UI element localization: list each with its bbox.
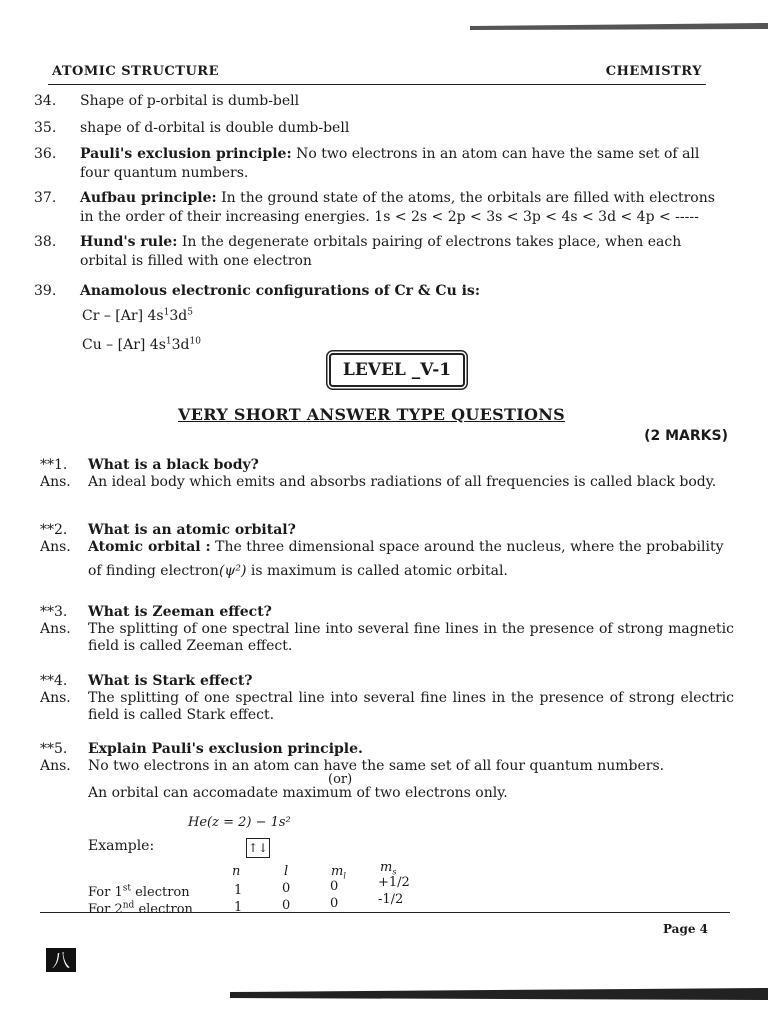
qn-cell: 0 [282,881,291,896]
question-label: **2. [40,522,68,538]
question-text: What is Zeeman effect? [88,604,272,620]
answer-text: The splitting of one spectral line into several fine lines in the presence of strong electric field is called Stark effect. [88,690,734,723]
point-text: Hund's rule: In the degenerate orbitals pairing of electrons takes place, when each orbital is filled with one electron [80,234,682,269]
marks-label: (2 MARKS) [644,428,728,444]
qn-row-label: For 1st electron [88,883,190,900]
answer-label: Ans. [40,758,71,774]
point-text: shape of d-orbital is double dumb-bell [80,120,350,136]
scan-edge-bottom [0,986,768,1002]
qn-cell: 0 [330,896,339,911]
orbital-box-paired-arrows: ↑↓ [246,838,270,858]
question-text: What is a black body? [88,457,259,473]
header-subject: CHEMISTRY [605,64,702,79]
question-text: Explain Pauli's exclusion principle. [88,741,363,757]
question-text: What is an atomic orbital? [88,522,296,538]
point-number: 35. [34,120,57,136]
point-number: 34. [34,93,57,109]
question-label: **3. [40,604,68,620]
answer-text: Atomic orbital : The three dimensional space around the nucleus, where the probability [88,539,724,555]
answer-label: Ans. [40,539,71,555]
point-number: 37. [34,190,57,206]
qn-cell: 0 [282,898,291,913]
helium-configuration: He(z = 2) − 1s² [188,815,291,830]
answer-text: No two electrons in an atom can have the same set of all four quantum numbers. [88,758,665,774]
qn-row-label: For 2nd electron [88,900,193,917]
example-label: Example: [88,838,155,854]
point-text: Aufbau principle: In the ground state of the atoms, the orbitals are filled with electrons in the order of their increasing energies. 1s < 2s < 2p < 3s < 3p < 4s < 3d < 4p < ----- [80,190,715,225]
qn-cell: 0 [330,879,339,894]
answer-text: The splitting of one spectral line into several fine lines in the presence of strong magnetic field is called Zeeman effect. [88,621,734,654]
qn-header-n: n [232,864,241,879]
answer-label: Ans. [40,690,71,706]
question-label: **4. [40,673,68,689]
point-text: Pauli's exclusion principle: No two electrons in an atom can have the same set of all four quantum numbers. [80,146,700,181]
qn-cell: +1/2 [378,875,410,890]
cr-configuration: Cr – [Ar] $4s^13d^5$ [82,307,193,324]
or-separator: (or) [328,772,353,787]
footer-divider [40,912,730,913]
point-number: 38. [34,234,57,250]
point-number: 39. [34,283,57,299]
answer-label: Ans. [40,621,71,637]
header-subject-topic: ATOMIC STRUCTURE [52,64,219,79]
qn-header-ms: $m_s$ [380,860,397,877]
page-header [48,62,706,85]
point-number: 36. [34,146,57,162]
point-text: Anamolous electronic configurations of Cr & Cu is: [80,283,480,299]
scan-edge-top [0,20,768,34]
cu-configuration: Cu – [Ar] $4s^13d^{10}$ [82,336,201,353]
answer-label: Ans. [40,474,71,490]
answer-text-continued: of finding electron(ψ²) is maximum is called atomic orbital. [88,563,508,579]
publisher-logo: 八 [46,948,76,972]
question-label: **1. [40,457,68,473]
qn-cell: 1 [234,900,243,915]
page-number: Page 4 [662,922,708,936]
question-label: **5. [40,741,68,757]
qn-header-l: l [284,864,289,879]
answer-text: An ideal body which emits and absorbs radiations of all frequencies is called black body. [88,474,717,490]
level-badge: LEVEL _V-1 [329,353,465,387]
qn-cell: 1 [234,883,243,898]
qn-header-ml: $m_l$ [331,864,346,881]
qn-cell: -1/2 [378,892,404,907]
psi-squared: (ψ²) [218,563,247,579]
section-title: VERY SHORT ANSWER TYPE QUESTIONS [178,405,566,424]
orbital-capacity-text: An orbital can accomadate maximum of two electrons only. [88,785,508,801]
question-text: What is Stark effect? [88,673,253,689]
point-text: Shape of p-orbital is dumb-bell [80,93,300,109]
